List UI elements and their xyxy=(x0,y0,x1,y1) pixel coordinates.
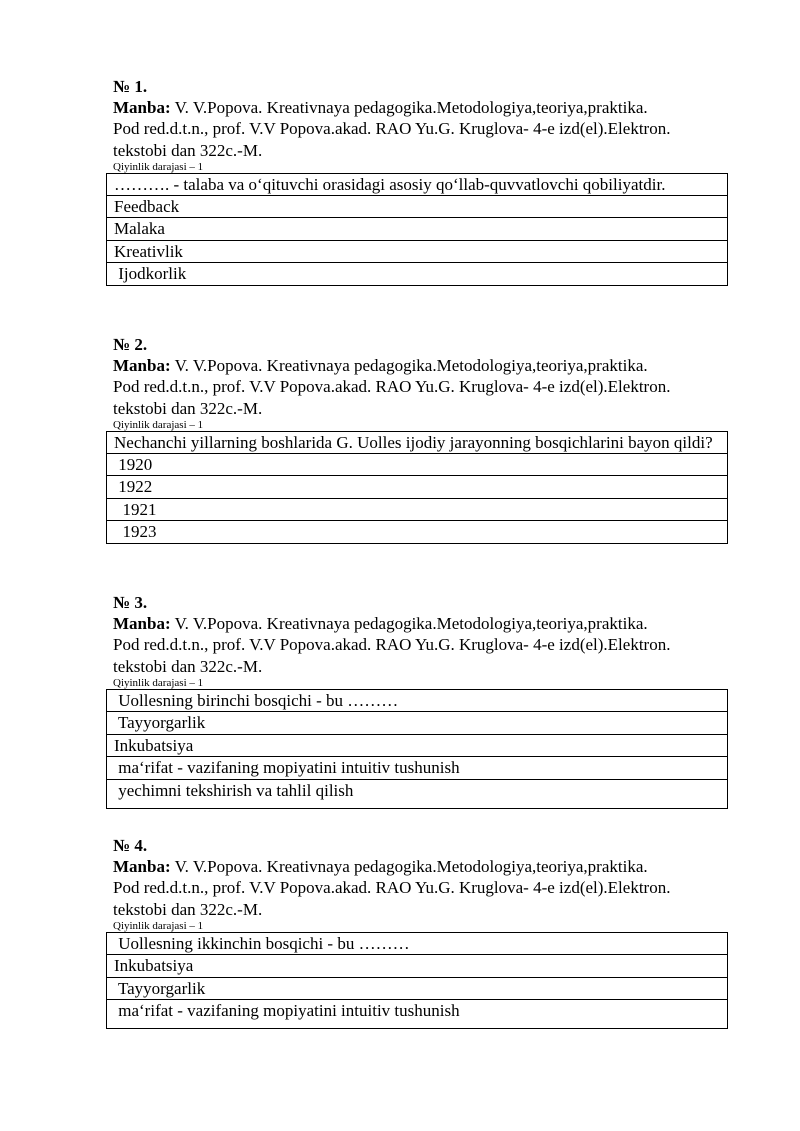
question-source xyxy=(113,355,735,419)
question-number: № 4. xyxy=(113,836,148,855)
answer-option[interactable] xyxy=(107,756,727,779)
answer-option[interactable] xyxy=(107,498,727,521)
source-label: Manba: xyxy=(113,356,171,375)
answer-option-text: ma‘rifat - vazifaning mopiyatini intuitiv tushunish xyxy=(114,1001,460,1021)
question-number: № 3. xyxy=(113,593,148,612)
answer-option-text: Malaka xyxy=(114,219,165,239)
question-text-cell xyxy=(107,690,727,712)
source-line: tekstobi dan 322c.-M. xyxy=(113,398,263,418)
question-text: Nechanchi yillarning boshlarida G. Uolles ijodiy jarayonning bosqichlarini bayon qildi? xyxy=(114,432,713,452)
source-line: Pod red.d.t.n., prof. V.V Popova.akad. RAO Yu.G. Kruglova- 4-e izd(el).Elektron. xyxy=(113,635,671,655)
answer-option[interactable] xyxy=(107,262,727,285)
answer-option-text: Ijodkorlik xyxy=(114,264,187,284)
source-line: V. V.Popova. Kreativnaya pedagogika.Metodologiya,teoriya,praktika. xyxy=(170,98,648,117)
source-line: V. V.Popova. Kreativnaya pedagogika.Metodologiya,teoriya,praktika. xyxy=(170,614,648,633)
question-number: № 1. xyxy=(113,77,148,96)
answer-option[interactable] xyxy=(107,711,727,734)
difficulty-level: Qiyinlik darajasi – 1 xyxy=(113,418,204,431)
source-line: Pod red.d.t.n., prof. V.V Popova.akad. RAO Yu.G. Kruglova- 4-e izd(el).Elektron. xyxy=(113,119,671,139)
question-source xyxy=(113,613,735,677)
answer-option-text: 1920 xyxy=(114,454,153,474)
source-line: tekstobi dan 322c.-M. xyxy=(113,656,263,676)
answer-option-text: 1923 xyxy=(114,522,157,542)
answer-option[interactable] xyxy=(107,240,727,263)
source-line: tekstobi dan 322c.-M. xyxy=(113,899,263,919)
difficulty-level: Qiyinlik darajasi – 1 xyxy=(113,919,204,932)
source-line: V. V.Popova. Kreativnaya pedagogika.Metodologiya,teoriya,praktika. xyxy=(170,356,648,375)
answer-option-text: ma‘rifat - vazifaning mopiyatini intuitiv tushunish xyxy=(114,758,460,778)
answer-table xyxy=(106,431,728,544)
difficulty-level: Qiyinlik darajasi – 1 xyxy=(113,160,204,173)
answer-option-text: 1922 xyxy=(114,477,153,497)
source-line: Pod red.d.t.n., prof. V.V Popova.akad. RAO Yu.G. Kruglova- 4-e izd(el).Elektron. xyxy=(113,878,671,898)
question-source xyxy=(113,97,735,161)
answer-option-text: Kreativlik xyxy=(114,241,183,261)
answer-table xyxy=(106,932,728,1030)
answer-option[interactable] xyxy=(107,954,727,977)
question-block-4 xyxy=(113,835,735,1029)
question-block-1 xyxy=(113,76,735,286)
question-number: № 2. xyxy=(113,335,148,354)
question-block-2 xyxy=(113,334,735,544)
answer-option[interactable] xyxy=(107,217,727,240)
answer-option[interactable] xyxy=(107,453,727,476)
answer-option-text: Tayyorgarlik xyxy=(114,713,206,733)
answer-option[interactable] xyxy=(107,520,727,543)
difficulty-level: Qiyinlik darajasi – 1 xyxy=(113,676,204,689)
answer-option-text: yechimni tekshirish va tahlil qilish xyxy=(114,780,354,800)
answer-option-text: 1921 xyxy=(114,499,157,519)
question-text-cell xyxy=(107,933,727,955)
answer-option-text: Tayyorgarlik xyxy=(114,978,206,998)
question-source xyxy=(113,856,735,920)
answer-option[interactable] xyxy=(107,195,727,218)
source-label: Manba: xyxy=(113,614,171,633)
answer-option-text: Feedback xyxy=(114,196,180,216)
source-line: Pod red.d.t.n., prof. V.V Popova.akad. RAO Yu.G. Kruglova- 4-e izd(el).Elektron. xyxy=(113,377,671,397)
answer-table xyxy=(106,173,728,286)
question-text: Uollesning ikkinchin bosqichi - bu ……… xyxy=(114,933,410,953)
answer-option[interactable] xyxy=(107,475,727,498)
answer-option[interactable] xyxy=(107,779,727,808)
question-text-cell xyxy=(107,432,727,453)
answer-option[interactable] xyxy=(107,734,727,757)
source-line: V. V.Popova. Kreativnaya pedagogika.Metodologiya,teoriya,praktika. xyxy=(170,857,648,876)
answer-table xyxy=(106,689,728,809)
question-text-cell xyxy=(107,174,727,195)
source-label: Manba: xyxy=(113,98,171,117)
question-block-3 xyxy=(113,592,735,809)
answer-option-text: Inkubatsiya xyxy=(114,735,194,755)
source-label: Manba: xyxy=(113,857,171,876)
source-line: tekstobi dan 322c.-M. xyxy=(113,140,263,160)
answer-option[interactable] xyxy=(107,977,727,1000)
question-text: Uollesning birinchi bosqichi - bu ……… xyxy=(114,690,399,710)
answer-option[interactable] xyxy=(107,999,727,1028)
answer-option-text: Inkubatsiya xyxy=(114,956,194,976)
question-text: ………. - talaba va o‘qituvchi orasidagi asosiy qo‘llab-quvvatlovchi qobiliyatdir. xyxy=(114,174,666,194)
